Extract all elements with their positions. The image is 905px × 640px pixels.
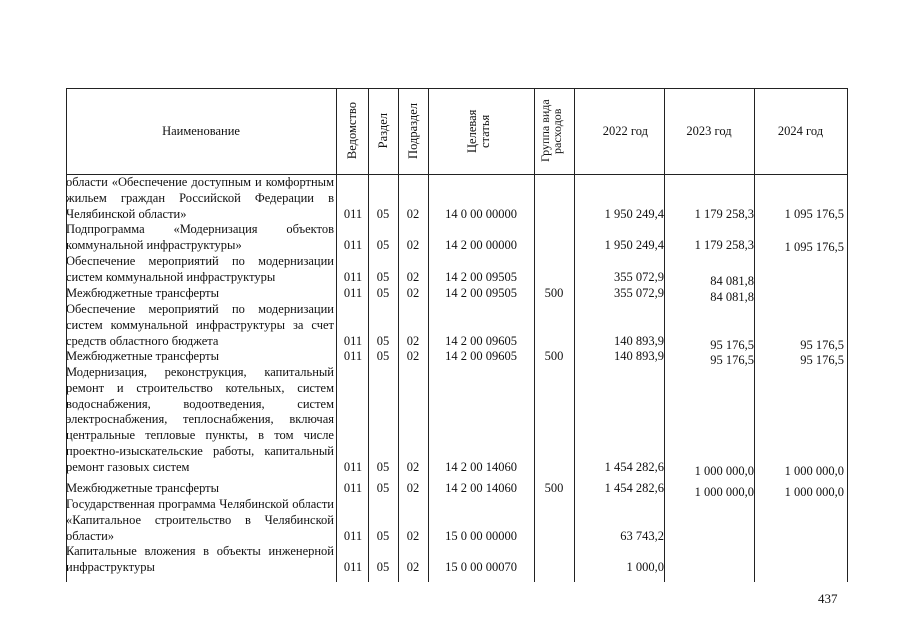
header-podrazdel-text: Подраздел [405,103,420,159]
cell-vedomstvo: 011 [343,559,363,574]
row-name: Капитальные вложения в объекты инженерной инфраструктуры [66,544,334,574]
cell-gruppa: 500 [544,349,564,363]
cell-podrazdel: 02 [406,237,420,252]
cell-celevaya: 15 0 00 00070 [445,559,517,574]
cell-2024: 1 000 000,0 [784,463,844,478]
cell-2023: 95 176,5 [710,337,754,352]
header-razdel [368,88,398,174]
row-name: Обеспечение мероприятий по модернизации систем коммунальной инфраструктуры за счет средств областного бюджета [66,302,334,348]
header-podrazdel [398,88,428,174]
header-celevaya [428,88,534,174]
cell-2022: 1 950 249,4 [604,206,664,221]
cell-2022: 355 072,9 [614,286,664,300]
header-2023: 2023 год [686,123,732,138]
cell-podrazdel: 02 [406,528,420,543]
cell-2023: 84 081,8 [710,273,754,288]
cell-celevaya: 14 2 00 00000 [445,237,517,252]
cell-podrazdel: 02 [406,206,420,221]
cell-2022: 140 893,9 [614,333,664,348]
cell-podrazdel: 02 [406,269,420,284]
page-number: 437 [818,591,838,606]
cell-2023: 95 176,5 [710,353,754,367]
cell-razdel: 05 [376,333,390,348]
cell-2023: 1 179 258,3 [694,206,754,221]
cell-podrazdel: 02 [406,349,420,363]
header-gruppa [534,88,574,174]
cell-celevaya: 14 0 00 00000 [445,206,517,221]
cell-gruppa: 500 [544,481,564,495]
budget-table [66,88,848,582]
cell-razdel: 05 [376,459,390,474]
cell-2023: 1 000 000,0 [694,463,754,478]
cell-2022: 140 893,9 [614,349,664,363]
header-celevaya-text: Целевая статья [465,109,492,153]
cell-2022: 63 743,2 [620,528,664,543]
header-vedomstvo [336,88,368,174]
header-2024: 2024 год [777,123,824,138]
cell-celevaya: 15 0 00 00000 [445,528,517,543]
cell-vedomstvo: 011 [343,237,363,252]
cell-razdel: 05 [376,528,390,543]
cell-2022: 355 072,9 [614,269,664,284]
cell-2022: 1 454 282,6 [604,481,664,495]
cell-2023: 1 179 258,3 [694,237,754,252]
row-name: Межбюджетные трансферты [66,286,220,300]
cell-celevaya: 14 2 00 09605 [445,333,517,348]
cell-2023: 84 081,8 [710,290,754,304]
header-gruppa-text: Группа вида расходов [538,99,564,163]
cell-vedomstvo: 011 [343,349,363,363]
cell-2024: 1 000 000,0 [784,485,844,499]
cell-2022: 1 454 282,6 [604,459,664,474]
cell-2024: 95 176,5 [800,337,844,352]
cell-vedomstvo: 011 [343,286,363,300]
cell-razdel: 05 [376,286,390,300]
cell-podrazdel: 02 [406,459,420,474]
cell-celevaya: 14 2 00 09505 [445,269,517,284]
cell-vedomstvo: 011 [343,206,363,221]
cell-podrazdel: 02 [406,559,420,574]
cell-2024: 1 095 176,5 [784,239,844,254]
cell-2022: 1 950 249,4 [604,237,664,252]
row-name: Межбюджетные трансферты [66,349,220,363]
cell-razdel: 05 [376,349,390,363]
cell-celevaya: 14 2 00 09605 [445,349,517,363]
cell-celevaya: 14 2 00 09505 [445,286,517,300]
row-name: Подпрограмма «Модернизация объектов коммунальной инфраструктуры» [66,222,334,252]
cell-vedomstvo: 011 [343,481,363,495]
row-name: Государственная программа Челябинской области «Капитальное строительство в Челябинской области» [66,497,334,543]
cell-podrazdel: 02 [406,333,420,348]
cell-2022: 1 000,0 [626,559,664,574]
cell-podrazdel: 02 [406,481,420,495]
col-line [847,88,848,582]
cell-razdel: 05 [376,269,390,284]
cell-vedomstvo: 011 [343,459,363,474]
header-vedomstvo-text: Ведомство [344,102,359,160]
cell-celevaya: 14 2 00 14060 [445,459,517,474]
cell-gruppa: 500 [544,286,564,300]
cell-celevaya: 14 2 00 14060 [445,481,517,495]
header-razdel-text: Раздел [375,113,390,149]
cell-razdel: 05 [376,237,390,252]
cell-vedomstvo: 011 [343,528,363,543]
cell-2024: 95 176,5 [800,353,844,367]
cell-razdel: 05 [376,481,390,495]
cell-vedomstvo: 011 [343,333,363,348]
cell-2024: 1 095 176,5 [784,206,844,221]
header-name: Наименование [162,123,240,138]
row-name: Обеспечение мероприятий по модернизации систем коммунальной инфраструктуры [66,254,334,284]
row-name: области «Обеспечение доступным и комфортным жильем граждан Российской Федерации в Челябинской области» [66,175,334,221]
cell-2023: 1 000 000,0 [694,485,754,499]
cell-razdel: 05 [376,206,390,221]
header-2022 [574,88,664,174]
row-name: Межбюджетные трансферты [66,481,220,495]
row-name: Модернизация, реконструкция, капитальный ремонт и строительство котельных, систем водоснабжения, водоотведения, систем электроснабжения, теплоснабжения, включая центральные тепловые пункты, в том числе проектно-изыскательские работы, капитальный ремонт газовых систем [66,365,334,474]
header-2022-text: 2022 год [602,123,648,138]
cell-vedomstvo: 011 [343,269,363,284]
cell-razdel: 05 [376,559,390,574]
cell-podrazdel: 02 [406,286,420,300]
